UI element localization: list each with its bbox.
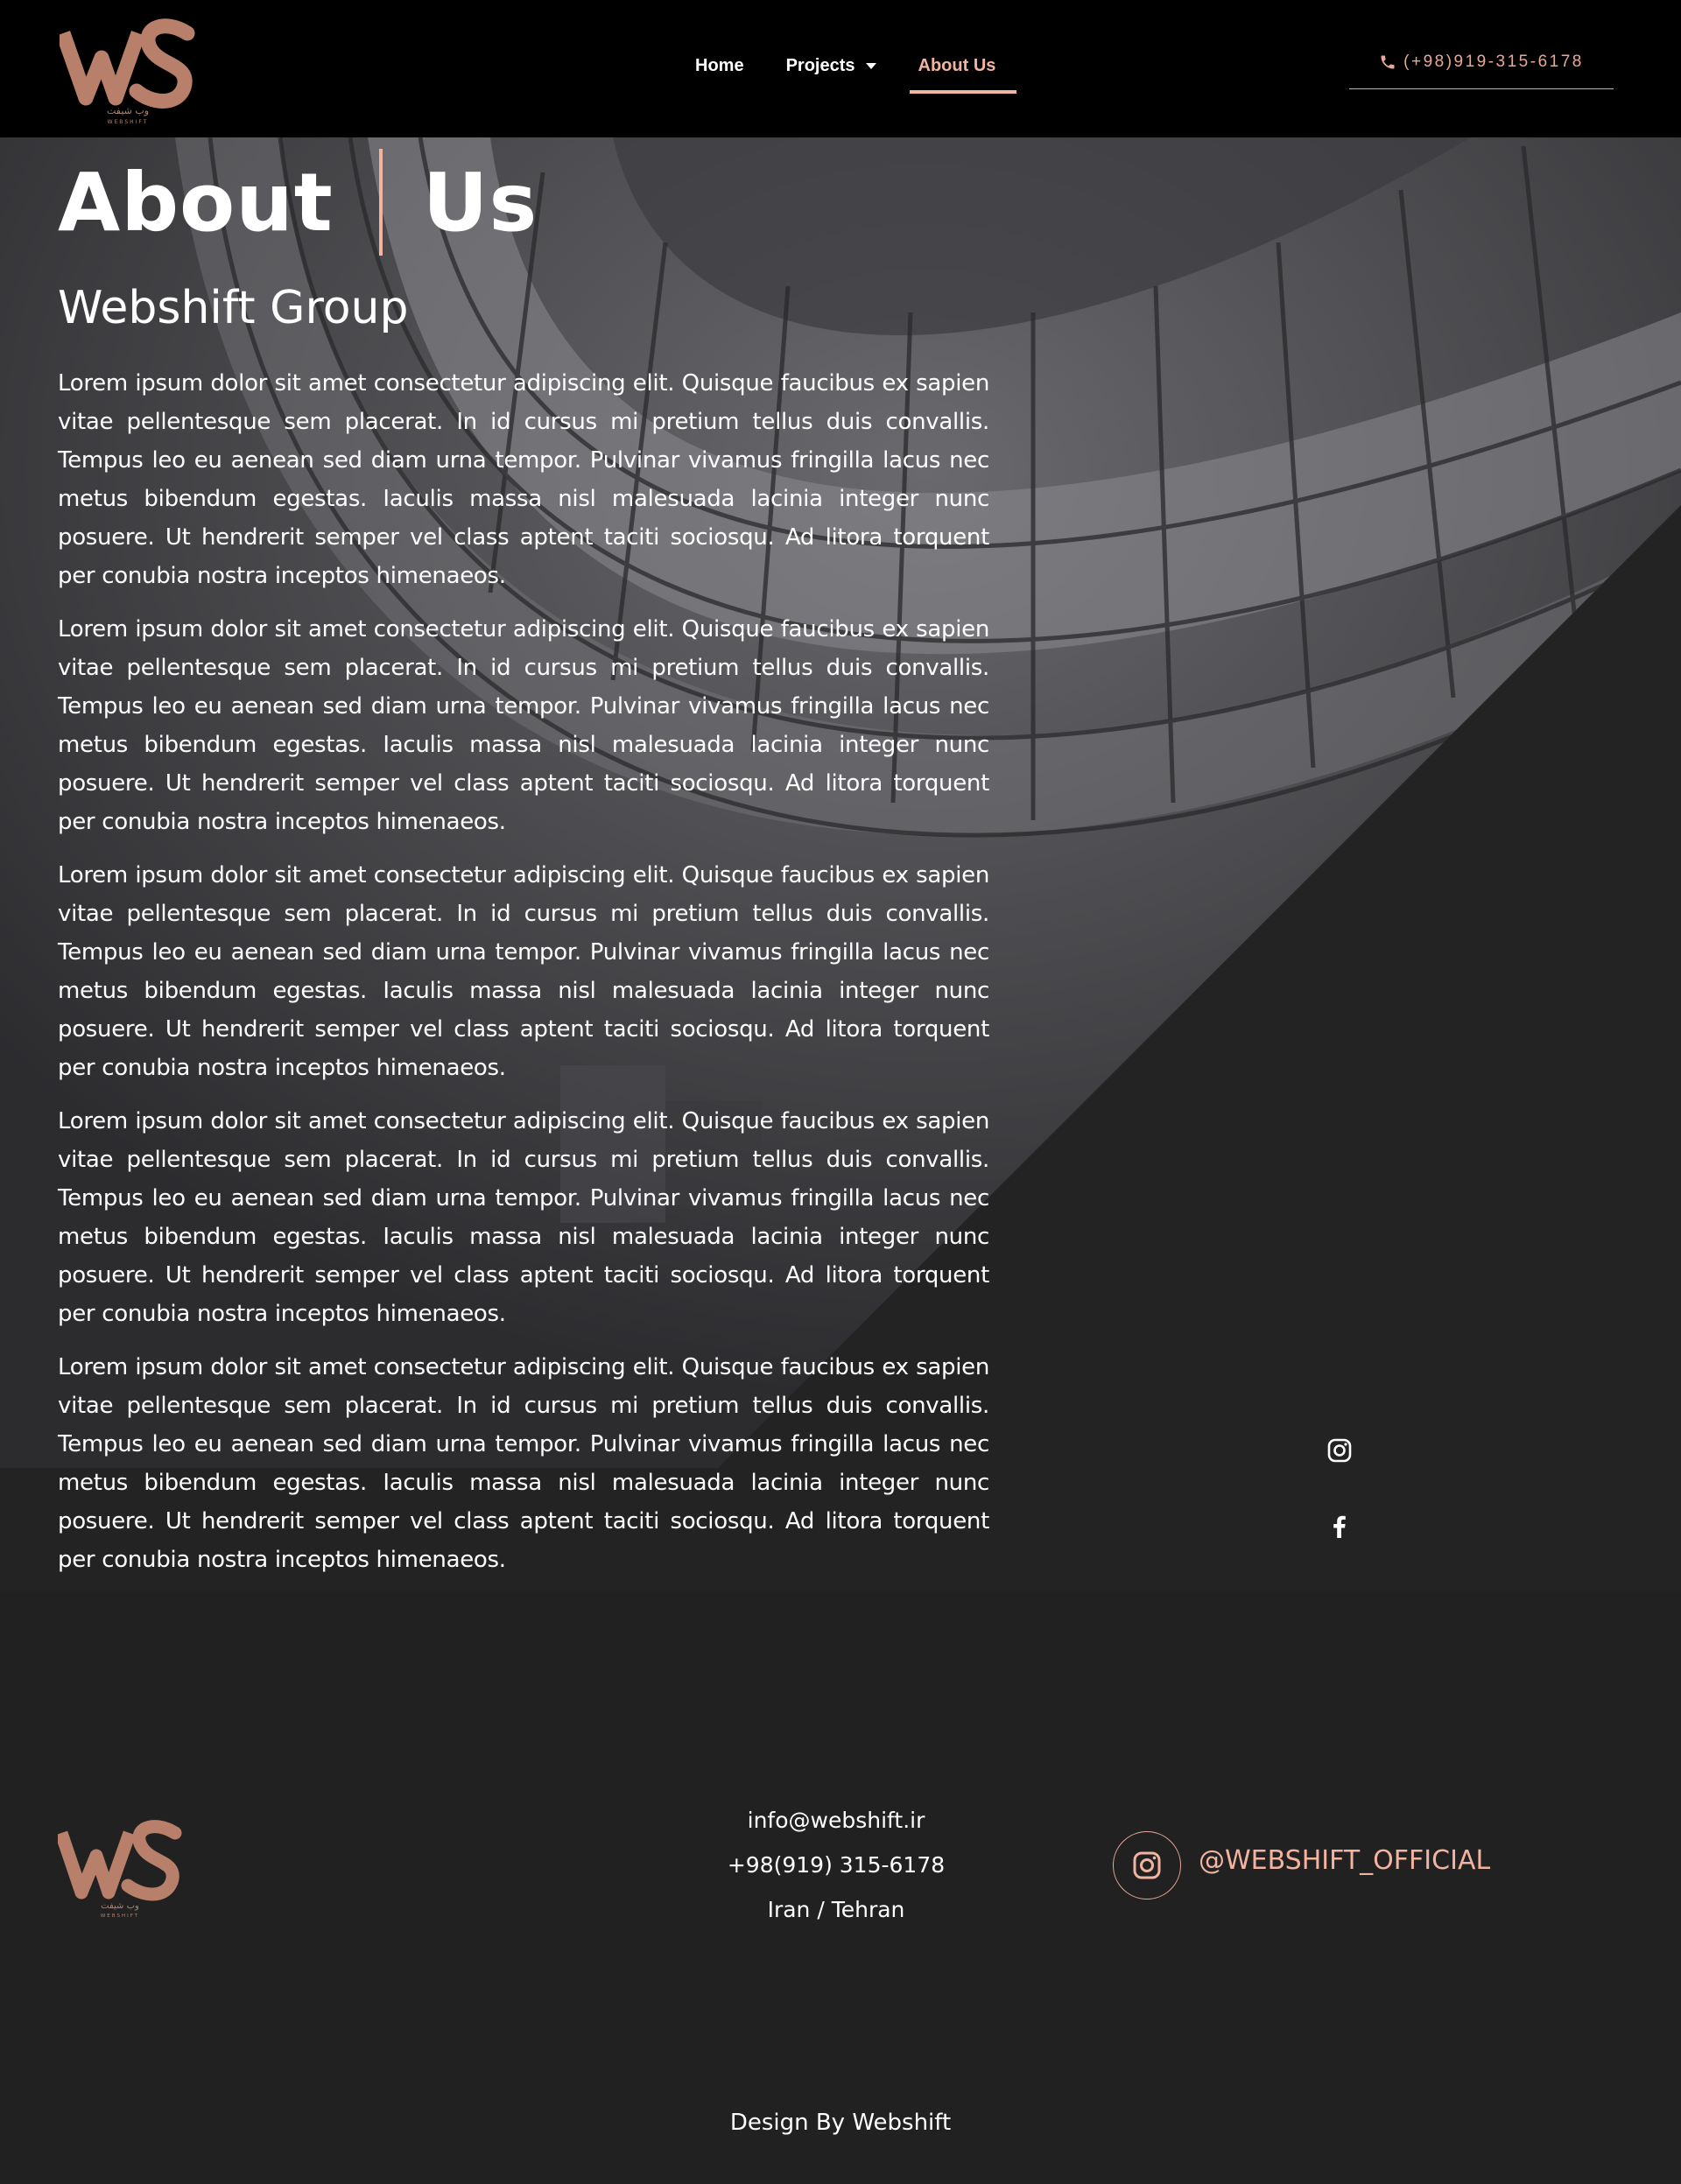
nav-item-home[interactable]	[674, 35, 765, 96]
about-hero-section	[0, 137, 1681, 1591]
nav-item-about-us[interactable]	[897, 35, 1017, 96]
header-phone-button[interactable]	[1349, 46, 1614, 89]
main-nav	[674, 35, 1016, 96]
site-logo[interactable]	[60, 11, 196, 124]
footer-location: Iran / Tehran	[767, 1897, 905, 1922]
svg-text:وب شیفت: وب شیفت	[106, 105, 150, 116]
svg-text:WEBSHIFT: WEBSHIFT	[100, 1914, 140, 1919]
nav-item-label: Projects	[785, 55, 855, 75]
page-subtitle: Webshift Group	[58, 282, 409, 334]
instagram-icon	[1322, 1433, 1357, 1468]
phone-icon	[1379, 53, 1396, 71]
title-divider	[379, 149, 383, 256]
about-paragraph: Lorem ipsum dolor sit amet consectetur adipiscing elit. Quisque faucibus ex sapien vitae pellentesque sem placerat. In id cursus mi pretium tellus duis convallis. Tempus leo eu aenean sed diam urna tempor. Pulvinar vivamus fringilla lacus nec metus bibendum egestas. Iaculis massa nisl malesuada lacinia integer nunc posuere. Ut hendrerit semper vel class aptent taciti sociosqu. Ad litora torquent per conubia nostra inceptos himenaeos.	[58, 1354, 989, 1573]
instagram-handle: @WEBSHIFT_OFFICIAL	[1199, 1844, 1491, 1876]
facebook-icon	[1322, 1509, 1357, 1544]
about-paragraph: Lorem ipsum dolor sit amet consectetur adipiscing elit. Quisque faucibus ex sapien vitae pellentesque sem placerat. In id cursus mi pretium tellus duis convallis. Tempus leo eu aenean sed diam urna tempor. Pulvinar vivamus fringilla lacus nec metus bibendum egestas. Iaculis massa nisl malesuada lacinia integer nunc posuere. Ut hendrerit semper vel class aptent taciti sociosqu. Ad litora torquent per conubia nostra inceptos himenaeos.	[58, 616, 989, 835]
footer-logo[interactable]	[58, 1810, 182, 1921]
nav-item-projects[interactable]	[765, 35, 897, 96]
header-phone-number: (+98)919-315-6178	[1403, 52, 1584, 71]
footer-contact	[665, 1801, 1007, 1935]
page-title-left: About	[58, 155, 334, 249]
page-title-right: Us	[422, 155, 538, 249]
nav-item-label: Home	[695, 55, 744, 75]
webshift-logo-icon	[60, 11, 196, 124]
footer-credit: Design By Webshift	[729, 2110, 952, 2136]
footer-instagram-link[interactable]	[1113, 1831, 1490, 1900]
instagram-icon	[1131, 1850, 1163, 1881]
footer-phone-link[interactable]: +98(919) 315-6178	[727, 1852, 946, 1878]
caret-down-icon	[866, 63, 876, 69]
site-header	[0, 0, 1681, 137]
about-text	[58, 364, 989, 1591]
page-title	[58, 149, 538, 256]
webshift-logo-icon	[58, 1810, 182, 1921]
instagram-link[interactable]	[1322, 1433, 1357, 1468]
nav-item-label: About Us	[918, 55, 996, 75]
instagram-badge	[1113, 1831, 1181, 1900]
footer-email-link[interactable]: info@webshift.ir	[747, 1808, 925, 1833]
svg-text:وب شیفت: وب شیفت	[101, 1901, 139, 1911]
about-paragraph: Lorem ipsum dolor sit amet consectetur adipiscing elit. Quisque faucibus ex sapien vitae pellentesque sem placerat. In id cursus mi pretium tellus duis convallis. Tempus leo eu aenean sed diam urna tempor. Pulvinar vivamus fringilla lacus nec metus bibendum egestas. Iaculis massa nisl malesuada lacinia integer nunc posuere. Ut hendrerit semper vel class aptent taciti sociosqu. Ad litora torquent per conubia nostra inceptos himenaeos.	[58, 1108, 989, 1327]
svg-text:WEBSHIFT: WEBSHIFT	[107, 119, 149, 124]
about-paragraph: Lorem ipsum dolor sit amet consectetur adipiscing elit. Quisque faucibus ex sapien vitae pellentesque sem placerat. In id cursus mi pretium tellus duis convallis. Tempus leo eu aenean sed diam urna tempor. Pulvinar vivamus fringilla lacus nec metus bibendum egestas. Iaculis massa nisl malesuada lacinia integer nunc posuere. Ut hendrerit semper vel class aptent taciti sociosqu. Ad litora torquent per conubia nostra inceptos himenaeos.	[58, 370, 989, 589]
facebook-link[interactable]	[1322, 1509, 1357, 1544]
about-paragraph: Lorem ipsum dolor sit amet consectetur adipiscing elit. Quisque faucibus ex sapien vitae pellentesque sem placerat. In id cursus mi pretium tellus duis convallis. Tempus leo eu aenean sed diam urna tempor. Pulvinar vivamus fringilla lacus nec metus bibendum egestas. Iaculis massa nisl malesuada lacinia integer nunc posuere. Ut hendrerit semper vel class aptent taciti sociosqu. Ad litora torquent per conubia nostra inceptos himenaeos.	[58, 862, 989, 1081]
